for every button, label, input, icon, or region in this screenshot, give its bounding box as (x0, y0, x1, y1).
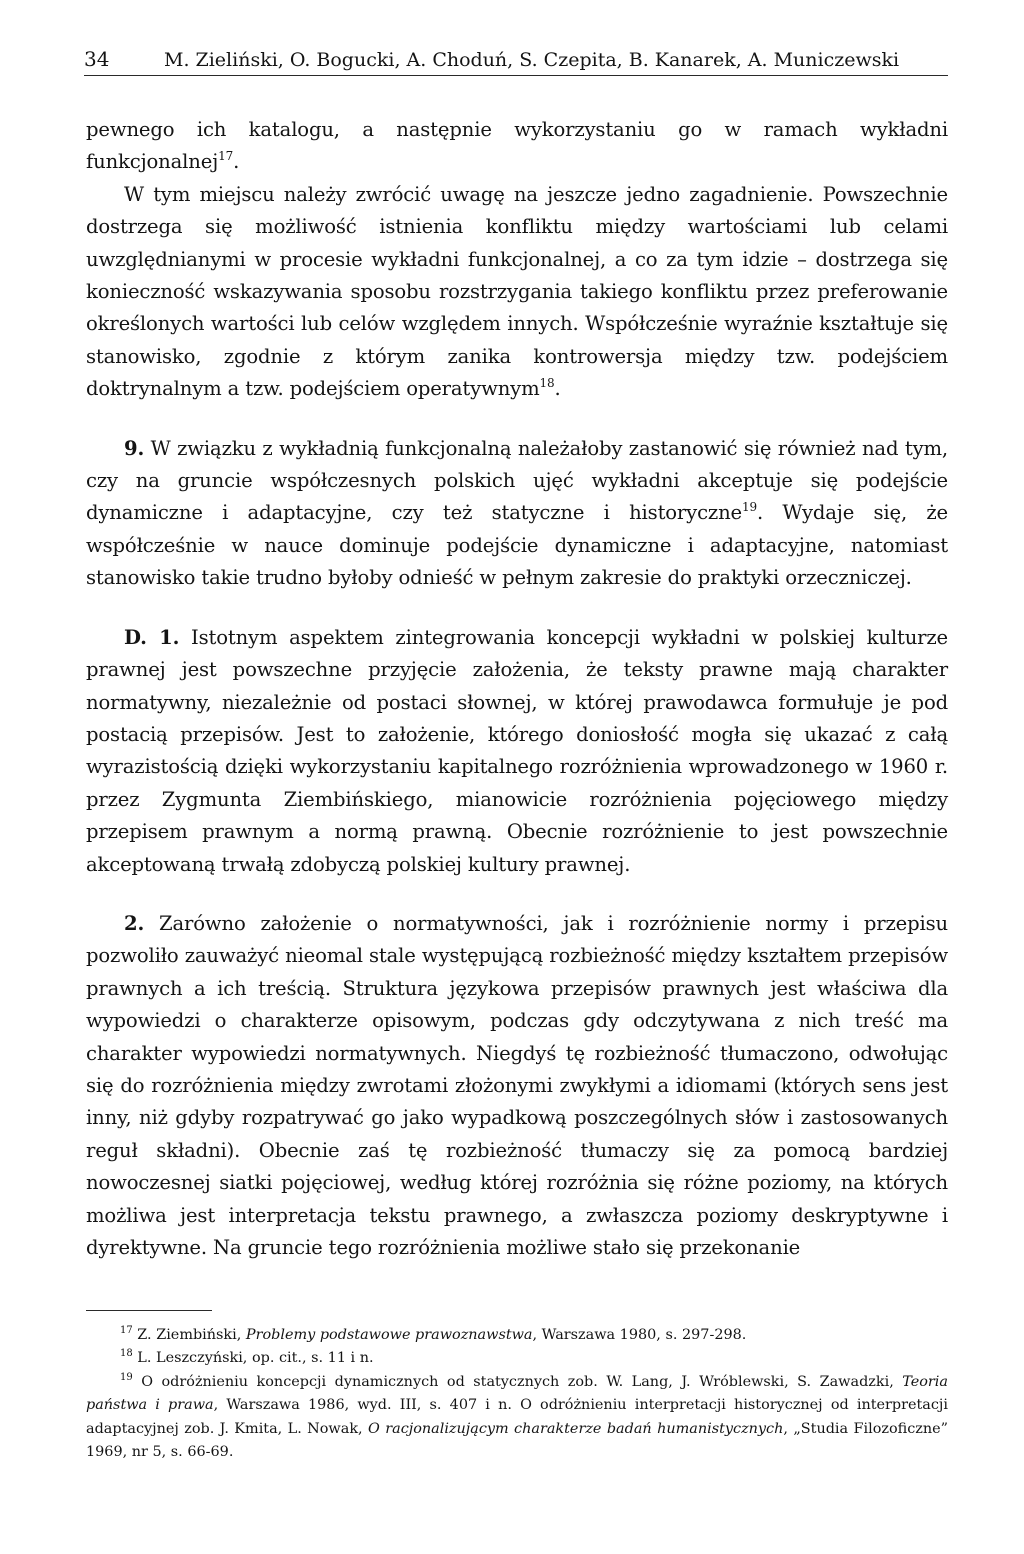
section-number: 2. (124, 911, 145, 935)
footnote-text: Z. Ziembiński, (132, 1327, 246, 1343)
footnote-17 (86, 1324, 948, 1347)
cited-title: Problemy podstawowe prawoznawstwa (245, 1327, 533, 1343)
footnote-number: 18 (120, 1348, 133, 1360)
footnote-ref-18: 18 (539, 376, 555, 391)
paragraph-continuation (86, 114, 948, 179)
main-text (86, 114, 948, 1264)
paragraph-conflict (86, 179, 948, 406)
footnote-text: , Warszawa 1986, wyd. III, s. 407 i n. O odróżnieniu interpretacji historycznej od interpretacji adaptacyjnej zob. J. Kmita, L. Nowak, (86, 1397, 949, 1437)
paragraph-text: . (233, 150, 240, 174)
section-number: D. 1. (124, 625, 180, 649)
cited-title: O racjonalizującym charakterze badań humanistycznych (368, 1420, 784, 1437)
paragraph-2 (86, 908, 948, 1264)
footnote-ref-19: 19 (741, 500, 757, 515)
running-head-authors: M. Zieliński, O. Bogucki, A. Choduń, S. Czepita, B. Kanarek, A. Municzewski (164, 49, 900, 71)
footnote-number: 19 (120, 1371, 133, 1383)
footnote-19 (86, 1371, 948, 1465)
running-head (84, 44, 948, 76)
page-number: 34 (84, 47, 110, 71)
footnote-18 (86, 1347, 948, 1370)
paragraph-text: Zarówno założenie o normatywności, jak i rozróżnienie normy i przepisu pozwoliło zauważyć nieomal stale występującą rozbieżność między kształtem przepisów prawnych a ich treścią. Struktura językowa przepisów prawnych jest właściwa dla wypowiedzi o charakterze opisowym, podczas gdy odczytywana z nich treść ma charakter wypowiedzi normatywnych. Niegdyś tę rozbieżność tłumaczono, odwołując się do rozróżnienia między zwrotami złożonymi zwykłymi a idiomami (których sens jest inny, niż gdyby rozpatrywać go jako wypadkową poszczególnych słów i zastosowanych reguł składni). Obecnie zaś tę rozbieżność tłumaczy się za pomocą bardziej nowoczesnej siatki pojęciowej, według której rozróżnia się różne poziomy, na których możliwa jest interpretacja tekstu prawnego, a zwłaszcza poziomy deskryptywne i dyrektywne. Na gruncie tego rozróżnienia możliwe stało się przekonanie (86, 911, 948, 1259)
footnote-text: O odróżnieniu koncepcji dynamicznych od statycznych zob. W. Lang, J. Wróblewski, S. Zawadzki, (132, 1373, 903, 1390)
paragraph-text: Istotnym aspektem zintegrowania koncepcji wykładni w polskiej kulturze prawnej jest powszechne przyjęcie założenia, że teksty prawne mają charakter normatywny, niezależnie od postaci słownej, w której prawodawca formułuje je pod postacią przepisów. Jest to założenie, którego doniosłość mogła się ukazać z całą wyrazistością dzięki wykorzystaniu kapitalnego rozróżnienia wprowadzonego w 1960 r. przez Zygmunta Ziembińskiego, mianowicie rozróżnienia pojęciowego między przepisem prawnym a normą prawną. Obecnie rozróżnienie to jest powszechnie akceptowaną trwałą zdobyczą polskiej kultury prawnej. (86, 625, 948, 876)
paragraph-9 (86, 433, 948, 595)
footnotes (86, 1324, 948, 1464)
paragraph-text: pewnego ich katalogu, a następnie wykorzystaniu go w ramach wykładni funkcjonalnej (86, 118, 948, 174)
section-number: 9. (124, 436, 145, 460)
paragraph-text: . (554, 377, 561, 401)
footnote-ref-17: 17 (218, 149, 234, 164)
paragraph-text: W związku z wykładnią funkcjonalną należałoby zastanowić się również nad tym, czy na gruncie współczesnych polskich ujęć wykładni akceptuje się podejście dynamiczne i adaptacyjne, czy też statyczne i historyczne (86, 436, 948, 525)
footnote-number: 17 (120, 1325, 133, 1336)
footnote-text: , Warszawa 1980, s. 297-298. (532, 1327, 747, 1343)
cited-title: Teoria państwa i prawa (86, 1373, 948, 1414)
paragraph-d1 (86, 622, 948, 881)
paragraph-text: . Wydaje się, że współcześnie w nauce dominuje podejście dynamiczne i adaptacyjne, natomiast stanowisko takie trudno byłoby odnieść w pełnym zakresie do praktyki orzeczniczej. (86, 501, 948, 590)
footnote-divider (86, 1310, 212, 1311)
paragraph-text: W tym miejscu należy zwrócić uwagę na jeszcze jedno zagadnienie. Powszechnie dostrzega się możliwość istnienia konfliktu między wartościami lub celami uwzględnianymi w procesie wykładni funkcjonalnej, a co za tym idzie – dostrzega się konieczność wskazywania sposobu rozstrzygania takiego konfliktu przez preferowanie określonych wartości lub celów względem innych. Współcześnie wyraźnie kształtuje się stanowisko, zgodnie z którym zanika kontrowersja między tzw. podejściem doktrynalnym a tzw. podejściem operatywnym (86, 182, 948, 401)
footnote-text: L. Leszczyński, op. cit., s. 11 i n. (132, 1350, 374, 1367)
footnote-text: , „Studia Filozoficzne” 1969, nr 5, s. 66-69. (86, 1420, 948, 1461)
